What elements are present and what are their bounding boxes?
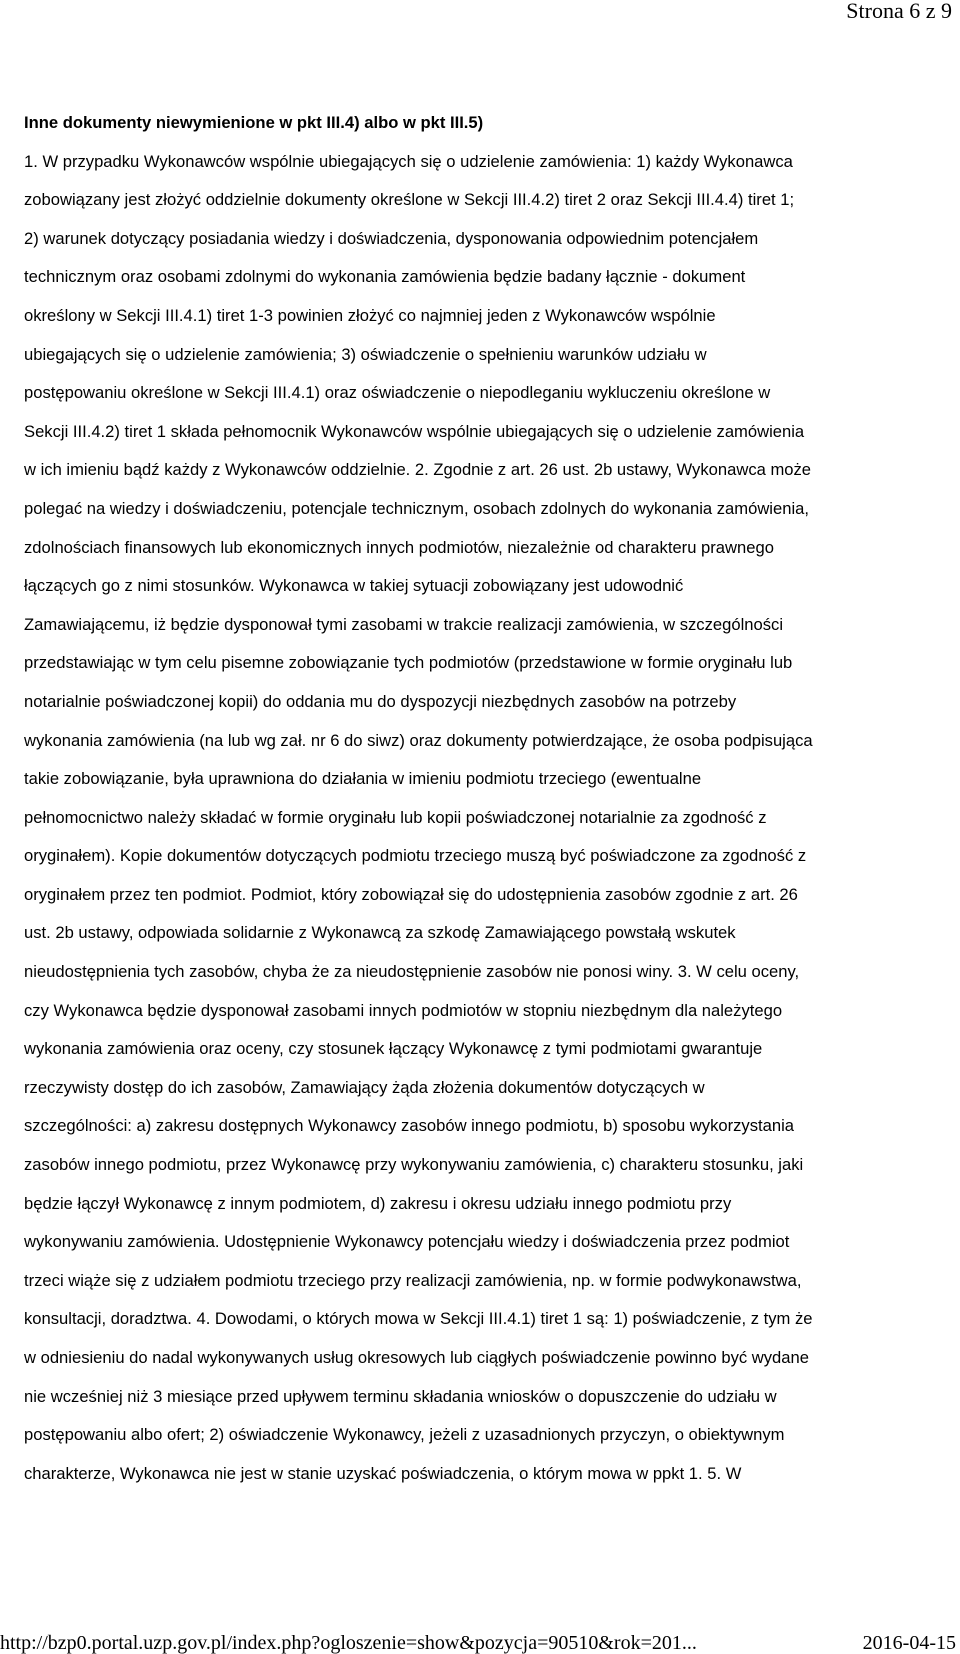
document-text	[24, 143, 954, 1494]
page-indicator: Strona 6 z 9	[846, 0, 952, 23]
text-line: pełnomocnictwo należy składać w formie oryginału lub kopii poświadczonej notarialnie za zgodność z	[24, 807, 767, 827]
text-line: 1. W przypadku Wykonawców wspólnie ubiegających się o udzielenie zamówienia: 1) każdy Wykonawca	[24, 151, 793, 171]
text-line: przedstawiając w tym celu pisemne zobowiązanie tych podmiotów (przedstawione w formie oryginału lub	[24, 653, 793, 673]
text-line: takie zobowiązanie, była uprawniona do działania w imieniu podmiotu trzeciego (ewentualne	[24, 769, 702, 789]
text-line: wykonywaniu zamówienia. Udostępnienie Wykonawcy potencjału wiedzy i doświadczenia przez podmiot	[24, 1232, 790, 1252]
footer-date: 2016-04-15	[862, 1632, 956, 1654]
text-line: zobowiązany jest złożyć oddzielnie dokumenty określone w Sekcji III.4.2) tiret 2 oraz Sekcji III.4.4) tiret 1;	[24, 190, 795, 210]
text-line: polegać na wiedzy i doświadczeniu, potencjale technicznym, osobach zdolnych do wykonania zamówienia,	[24, 498, 809, 518]
text-line: charakterze, Wykonawca nie jest w stanie uzyskać poświadczenia, o którym mowa w ppkt 1. 5. W	[24, 1463, 742, 1483]
text-line: technicznym oraz osobami zdolnymi do wykonania zamówienia będzie badany łącznie - dokument	[24, 267, 746, 287]
page-footer	[0, 1632, 960, 1654]
text-line: określony w Sekcji III.4.1) tiret 1-3 powinien złożyć co najmniej jeden z Wykonawców wspólnie	[24, 305, 716, 325]
text-line: zdolnościach finansowych lub ekonomicznych innych podmiotów, niezależnie od charakteru prawnego	[24, 537, 774, 557]
text-line: postępowaniu określone w Sekcji III.4.1) oraz oświadczenie o niepodleganiu wykluczeniu określone w	[24, 383, 771, 403]
text-line: notarialnie poświadczonej kopii) do oddania mu do dyspozycji niezbędnych zasobów na potrzeby	[24, 691, 737, 711]
text-line: ust. 2b ustawy, odpowiada solidarnie z Wykonawcą za szkodę Zamawiającego powstałą wskutek	[24, 923, 736, 943]
text-line: konsultacji, doradztwa. 4. Dowodami, o których mowa w Sekcji III.4.1) tiret 1 są: 1) poświadczenie, z tym że	[24, 1309, 813, 1329]
page-header	[846, 0, 952, 22]
text-line: wykonania zamówienia oraz oceny, czy stosunek łączący Wykonawcę z tymi podmiotami gwarantuje	[24, 1039, 763, 1059]
text-line: oryginałem przez ten podmiot. Podmiot, który zobowiązał się do udostępnienia zasobów zgodnie z art. 26	[24, 884, 798, 904]
document-body	[24, 104, 954, 1493]
text-line: w ich imieniu bądź każdy z Wykonawców oddzielnie. 2. Zgodnie z art. 26 ust. 2b ustawy, Wykonawca może	[24, 460, 812, 480]
text-line: trzeci wiąże się z udziałem podmiotu trzeciego przy realizacji zamówienia, np. w formie podwykonawstwa,	[24, 1270, 802, 1290]
text-line: rzeczywisty dostęp do ich zasobów, Zamawiający żąda złożenia dokumentów dotyczących w	[24, 1077, 705, 1097]
section-heading: Inne dokumenty niewymienione w pkt III.4) albo w pkt III.5)	[24, 113, 484, 132]
text-line: w odniesieniu do nadal wykonywanych usług okresowych lub ciągłych poświadczenie powinno być wydane	[24, 1348, 809, 1367]
footer-url[interactable]: http://bzp0.portal.uzp.gov.pl/index.php?ogloszenie=show&pozycja=90510&rok=201...	[0, 1632, 697, 1654]
text-line: ubiegających się o udzielenie zamówienia; 3) oświadczenie o spełnieniu warunków udziału w	[24, 344, 707, 364]
text-line: czy Wykonawca będzie dysponował zasobami innych podmiotów w stopniu niezbędnym dla należytego	[24, 1000, 783, 1020]
text-line: wykonania zamówienia (na lub wg zał. nr 6 do siwz) oraz dokumenty potwierdzające, że osoba podpisująca	[24, 730, 813, 750]
text-line: nie wcześniej niż 3 miesiące przed upływem terminu składania wniosków o dopuszczenie do udziału w	[24, 1386, 777, 1406]
text-line: łączących go z nimi stosunków. Wykonawca w takiej sytuacji zobowiązany jest udowodnić	[24, 576, 684, 596]
text-line: Sekcji III.4.2) tiret 1 składa pełnomocnik Wykonawców wspólnie ubiegających się o udzielenie zamówienia	[24, 421, 805, 441]
text-line: postępowaniu albo ofert; 2) oświadczenie Wykonawcy, jeżeli z uzasadnionych przyczyn, o obiektywnym	[24, 1425, 785, 1445]
text-line: będzie łączył Wykonawcę z innym podmiotem, d) zakresu i okresu udziału innego podmiotu przy	[24, 1193, 732, 1213]
text-line: oryginałem). Kopie dokumentów dotyczących podmiotu trzeciego muszą być poświadczone za zgodność z	[24, 846, 807, 866]
text-line: 2) warunek dotyczący posiadania wiedzy i doświadczenia, dysponowania odpowiednim potencjałem	[24, 228, 759, 248]
text-line: szczególności: a) zakresu dostępnych Wykonawcy zasobów innego podmiotu, b) sposobu wykorzystania	[24, 1116, 795, 1136]
text-line: Zamawiającemu, iż będzie dysponował tymi zasobami w trakcie realizacji zamówienia, w szczególności	[24, 614, 784, 634]
text-line: nieudostępnienia tych zasobów, chyba że za nieudostępnienie zasobów nie ponosi winy. 3. W celu oceny,	[24, 962, 800, 982]
text-line: zasobów innego podmiotu, przez Wykonawcę przy wykonywaniu zamówienia, c) charakteru stosunku, jaki	[24, 1155, 804, 1175]
